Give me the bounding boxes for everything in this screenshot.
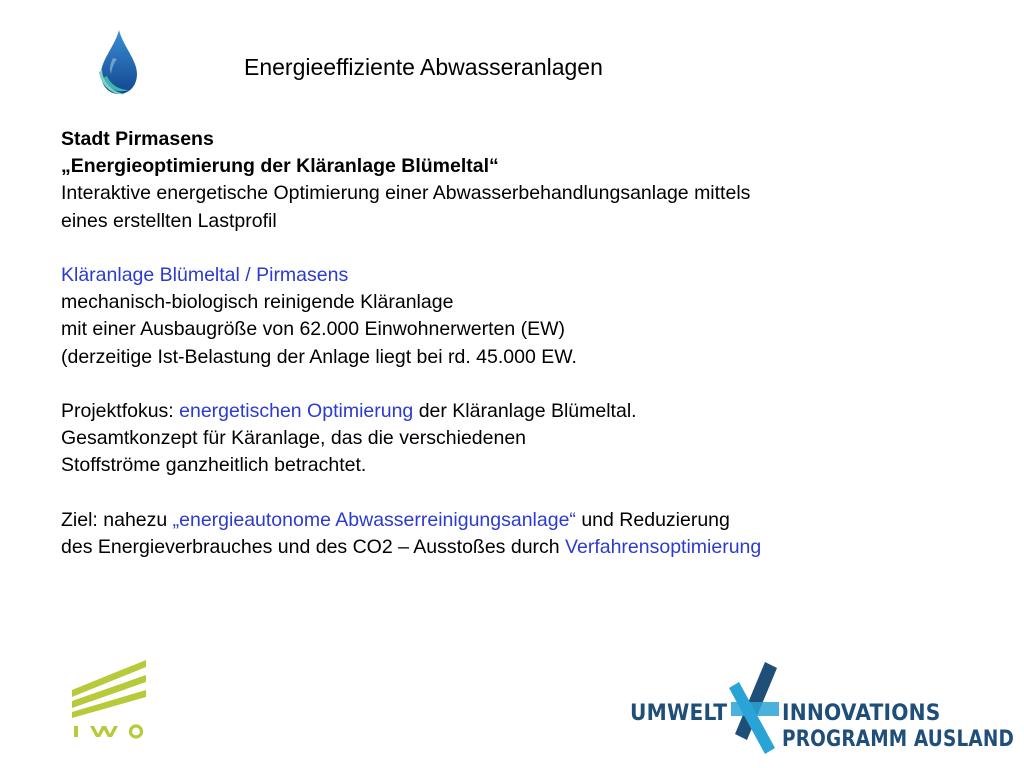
goal-suffix: und Reduzierung [575, 508, 730, 531]
goal-prefix: Ziel: nahezu [61, 508, 173, 531]
focus-line-2: Gesamtkonzept für Käranlage, das die verschiedenen [61, 427, 527, 450]
slide-body [61, 126, 961, 561]
plant-line-2: mit einer Ausbaugröße von 62.000 Einwohnerwerten (EW) [61, 318, 566, 341]
goal-line-2-highlight: Verfahrensoptimierung [565, 536, 762, 558]
goal-line-2 [61, 534, 961, 561]
heading-city: Stadt Pirmasens [61, 128, 214, 150]
project-title: „Energieoptimierung der Kläranlage Blümeltal“ [61, 155, 499, 178]
focus-line-3: Stoffströme ganzheitlich betrachtet. [61, 454, 367, 477]
focus-highlight: energetischen Optimierung [179, 400, 414, 422]
focus-prefix: Projektfokus: [61, 400, 180, 422]
description-line-1: Interaktive energetische Optimierung einer Abwasserbehandlungsanlage mittels [61, 182, 751, 205]
uip-word-umwelt: UMWELT [630, 701, 728, 726]
plant-name: Kläranlage Blümeltal / Pirmasens [61, 264, 349, 286]
spacer [61, 235, 961, 262]
focus-suffix: der Kläranlage Blümeltal. [413, 400, 637, 422]
description-line-2: eines erstellten Lastprofil [61, 209, 277, 232]
uip-word-innovations: INNOVATIONS [782, 701, 941, 726]
iwo-logo [70, 660, 150, 740]
umwelt-innovationsprogramm-logo [630, 662, 1015, 754]
cross-mark-icon [725, 662, 785, 754]
plant-line-3: (derzeitige Ist-Belastung der Anlage liegt bei rd. 45.000 EW. [61, 345, 577, 368]
goal-highlight: „energieautonome Abwasserreinigungsanlage“ [172, 508, 576, 531]
goal-line-1 [61, 507, 961, 534]
goal-line-2-prefix: des Energieverbrauches und des CO2 – Ausstoßes durch [61, 536, 566, 558]
spacer [61, 371, 961, 398]
water-drop-icon [95, 28, 143, 96]
spacer [61, 480, 961, 507]
slide-title: Energieeffiziente Abwasseranlagen [244, 54, 603, 80]
uip-word-programm-ausland: PROGRAMM AUSLAND [782, 727, 1015, 752]
plant-line-1: mechanisch-biologisch reinigende Kläranlage [61, 291, 454, 314]
focus-line-1 [61, 398, 961, 425]
